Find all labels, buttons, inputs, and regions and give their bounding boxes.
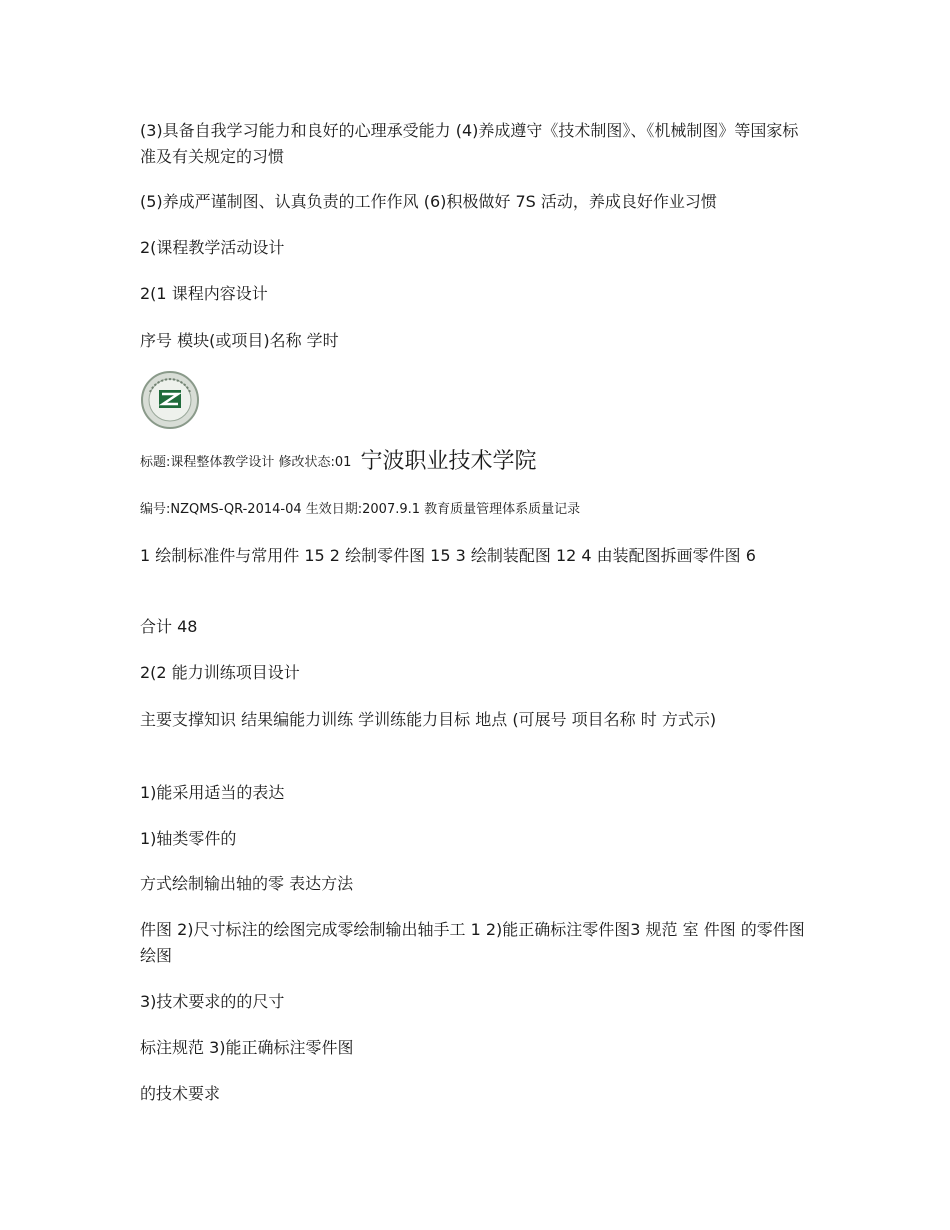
paragraph-line-12: 方式绘制输出轴的零 表达方法: [140, 874, 354, 893]
paragraph-line-16: 的技术要求: [140, 1084, 221, 1103]
paragraph-goals-3-4: (3)具备自我学习能力和良好的心理承受能力 (4)养成遵守《技术制图》、《机械制图》等国家标准及有关规定的习惯: [140, 121, 799, 166]
school-seal-logo-icon: [140, 370, 200, 430]
form-header-title: 标题:课程整体教学设计 修改状态:01: [140, 455, 352, 470]
paragraph-line-10: 1)能采用适当的表达: [140, 783, 285, 802]
paragraph-total: 合计 48: [140, 617, 198, 636]
form-header-title-line: [140, 448, 812, 476]
paragraph-goals-5-6: (5)养成严谨制图、认真负责的工作作风 (6)积极做好 7S 活动，养成良好作业习惯: [140, 192, 717, 211]
paragraph-line-11: 1)轴类零件的: [140, 829, 237, 848]
table-header-training: 主要支撑知识 结果编能力训练 学训练能力目标 地点 (可展号 项目名称 时 方式示): [140, 710, 717, 729]
section-heading-2: 2(课程教学活动设计: [140, 238, 285, 257]
paragraph-modules: 1 绘制标准件与常用件 15 2 绘制零件图 15 3 绘制装配图 12 4 由装配图拆画零件图 6: [140, 546, 756, 565]
school-name: 宁波职业技术学院: [360, 449, 537, 474]
paragraph-line-15: 标注规范 3)能正确标注零件图: [140, 1038, 354, 1057]
section-heading-2-2: 2(2 能力训练项目设计: [140, 663, 300, 682]
table-header-content: 序号 模块(或项目)名称 学时: [140, 331, 339, 350]
paragraph-line-14: 3)技术要求的的尺寸: [140, 992, 285, 1011]
form-header-code-line: 编号:NZQMS-QR-2014-04 生效日期:2007.9.1 教育质量管理体系质量记录: [140, 502, 581, 517]
section-heading-2-1: 2(1 课程内容设计: [140, 284, 268, 303]
paragraph-line-13: 件图 2)尺寸标注的绘图完成零绘制输出轴手工 1 2)能正确标注零件图3 规范 室 件图 的零件图 绘图: [140, 920, 805, 965]
